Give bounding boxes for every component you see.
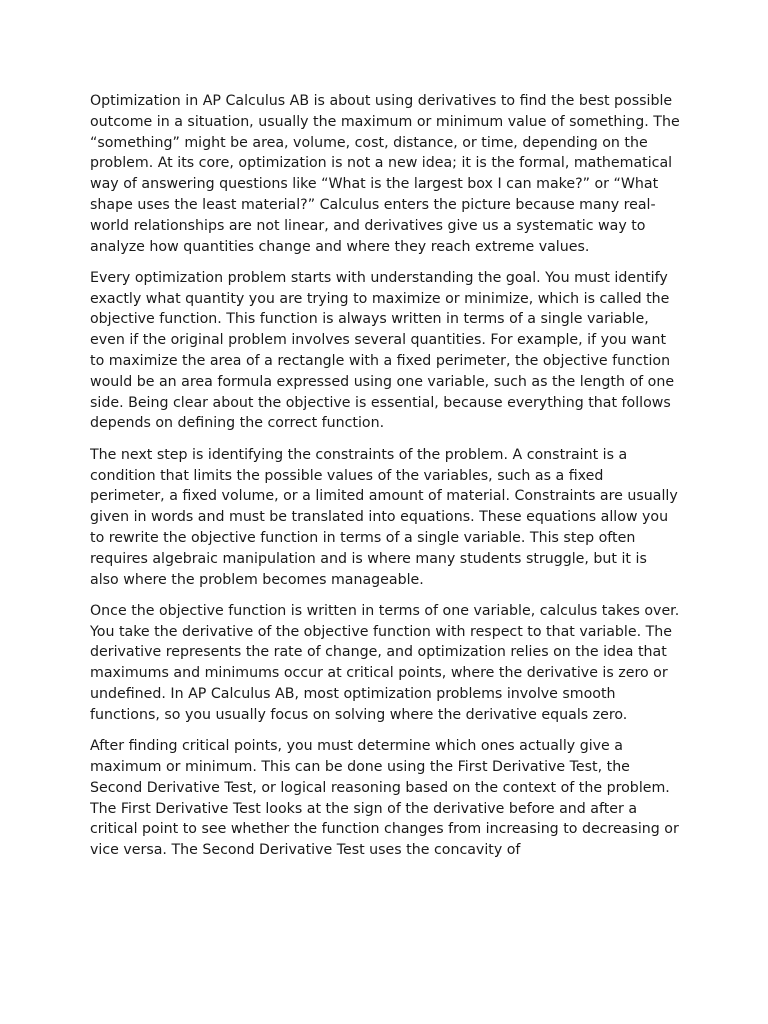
paragraph-derivative: Once the objective function is written in terms of one variable, calculus takes over. You take the derivative of the objective function with respect to that variable. The derivative represents the rate of change, and optimization relies on the idea that maximums and minimums occur at critical points, where the derivative is zero or undefined. In AP Calculus AB, most optimization problems involve smooth functions, so you usually focus on solving where the derivative equals zero. bbox=[90, 602, 680, 723]
document-body bbox=[90, 91, 680, 921]
paragraph-constraints: The next step is identifying the constraints of the problem. A constraint is a condition that limits the possible values of the variables, such as a fixed perimeter, a fixed volume, or a limited amount of material. Constraints are usually given in words and must be translated into equations. These equations allow you to rewrite the objective function in terms of a single variable. This step often requires algebraic manipulation and is where many students struggle, but it is also where the problem becomes manageable. bbox=[90, 446, 678, 588]
paragraph-intro: Optimization in AP Calculus AB is about using derivatives to find the best possible outcome in a situation, usually the maximum or minimum value of something. The “something” might be area, volume, cost, distance, or time, depending on the problem. At its core, optimization is not a new idea; it is the formal, mathematical way of answering questions like “What is the largest box I can make?” or “What shape uses the least material?” Calculus enters the picture because many real-world relationships are not linear, and derivatives give us a systematic way to analyze how quantities change and where they reach extreme values. bbox=[90, 93, 680, 255]
paragraph-objective: Every optimization problem starts with understanding the goal. You must identify exactly what quantity you are trying to maximize or minimize, which is called the objective function. This function is always written in terms of a single variable, even if the original problem involves several quantities. For example, if you want to maximize the area of a rectangle with a fixed perimeter, the objective function would be an area formula expressed using one variable, such as the length of one side. Being clear about the objective is essential, because everything that follows depends on defining the correct function. bbox=[90, 269, 675, 432]
paragraph-tests: After finding critical points, you must determine which ones actually give a maximum or minimum. This can be done using the First Derivative Test, the Second Derivative Test, or logical reasoning based on the context of the problem. The First Derivative Test looks at the sign of the derivative before and after a critical point to see whether the function changes from increasing to decreasing or vice versa. The Second Derivative Test uses the concavity of bbox=[90, 738, 679, 859]
